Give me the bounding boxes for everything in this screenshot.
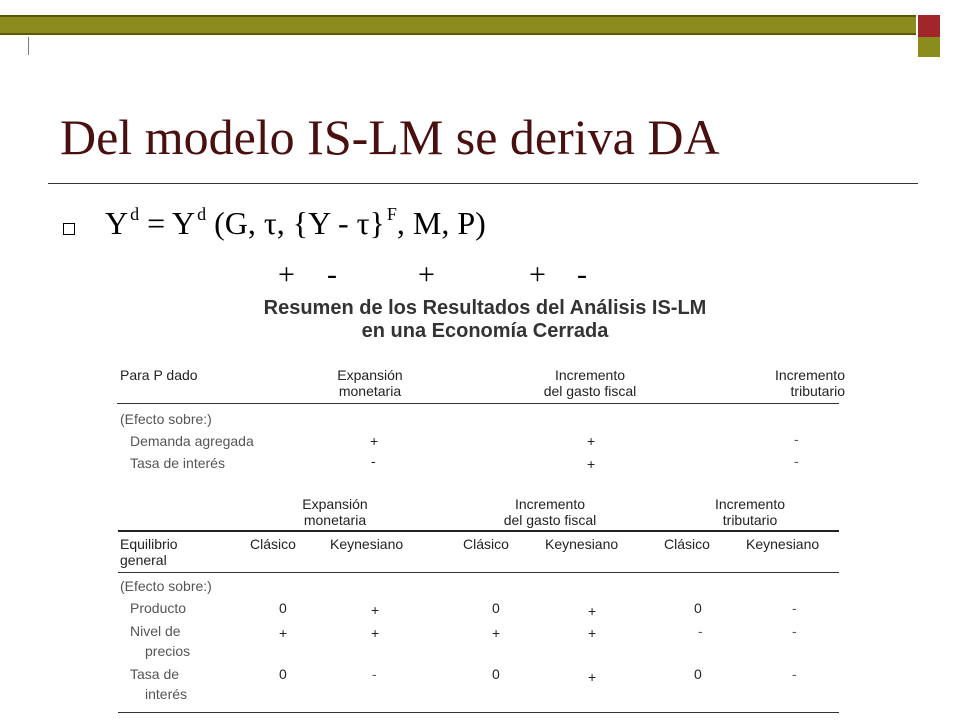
cell-value: 0 xyxy=(279,600,287,616)
col-header-gasto xyxy=(525,367,655,399)
table2-header-rule xyxy=(118,572,839,573)
slide-title: Del modelo IS-LM se deriva DA xyxy=(60,109,720,165)
cell-value: + xyxy=(587,433,596,449)
row-label-demanda: Demanda agregada xyxy=(130,433,254,449)
cell-value: - xyxy=(794,453,799,469)
cell-value: 0 xyxy=(492,666,500,682)
cell-value: + xyxy=(279,625,288,641)
subcol-keynesiano: Keynesiano xyxy=(746,536,820,552)
eq-sup-d: d xyxy=(130,204,140,224)
demand-equation xyxy=(105,204,486,242)
table-title-line2: en una Economía Cerrada xyxy=(361,320,609,342)
eq-y: Y xyxy=(105,205,129,241)
table2-top-rule xyxy=(118,530,839,532)
row-header-p-dado: Para P dado xyxy=(120,367,198,383)
col-header-line: Incremento xyxy=(554,367,626,383)
col-header-line: monetaria xyxy=(338,383,402,399)
group-header-line: Expansión xyxy=(302,496,368,512)
group-header-line: Incremento xyxy=(714,496,786,512)
eq-y2: Y xyxy=(171,205,196,241)
table-title-line1: Resumen de los Resultados del Análisis IS-LM xyxy=(263,297,707,319)
corner-square-olive xyxy=(918,37,940,57)
row-header-line: general xyxy=(120,552,167,568)
cell-value: + xyxy=(587,456,596,472)
subcol-clasico: Clásico xyxy=(250,536,296,552)
row-header-line: Equilibrio xyxy=(120,536,178,552)
group-header-expansion xyxy=(265,496,405,528)
cell-value: + xyxy=(370,433,379,449)
sign-m: + xyxy=(529,258,546,291)
sign-p: - xyxy=(577,258,587,291)
cell-value: - xyxy=(371,453,376,469)
title-divider xyxy=(48,183,918,184)
cell-value: - xyxy=(372,666,377,682)
subcol-keynesiano: Keynesiano xyxy=(545,536,619,552)
group-header-line: del gasto fiscal xyxy=(503,512,597,528)
bullet-square-icon xyxy=(63,223,75,235)
effect-label: (Efecto sobre:) xyxy=(120,578,212,594)
group-header-tributario xyxy=(685,496,815,528)
subcol-clasico: Clásico xyxy=(664,536,710,552)
eq-sup-d2: d xyxy=(197,204,207,224)
cell-value: - xyxy=(792,666,797,682)
cell-value: + xyxy=(588,603,597,619)
effect-label: (Efecto sobre:) xyxy=(120,411,212,427)
sign-disposable: + xyxy=(418,258,435,291)
corner-square-red xyxy=(918,15,940,37)
sign-tau: - xyxy=(327,258,337,291)
row-label-tasa: Tasa de interés xyxy=(130,455,225,471)
eq-sup-f: F xyxy=(386,204,397,224)
subcol-clasico: Clásico xyxy=(463,536,509,552)
cell-value: - xyxy=(794,431,799,447)
group-header-line: monetaria xyxy=(303,512,367,528)
subcol-keynesiano: Keynesiano xyxy=(330,536,404,552)
table2-bottom-rule xyxy=(118,712,839,713)
group-header-line: Incremento xyxy=(514,496,586,512)
col-header-line: Incremento xyxy=(774,367,845,383)
cell-value: + xyxy=(588,669,597,685)
cell-value: - xyxy=(698,623,703,639)
row-label-nivel: Nivel de xyxy=(130,623,181,639)
cell-value: 0 xyxy=(492,600,500,616)
cell-value: + xyxy=(492,625,501,641)
eq-equals: = xyxy=(147,205,166,241)
table1-header-rule xyxy=(117,403,839,404)
row-label-tasa-de: Tasa de xyxy=(130,666,180,682)
col-header-line: Expansión xyxy=(337,367,403,383)
row-label-producto: Producto xyxy=(130,600,187,616)
cell-value: + xyxy=(371,625,380,641)
group-header-gasto xyxy=(475,496,625,528)
col-header-line: del gasto fiscal xyxy=(543,383,637,399)
header-bar xyxy=(0,15,916,35)
cell-value: + xyxy=(588,625,597,641)
cell-value: - xyxy=(792,600,797,616)
col-header-expansion xyxy=(315,367,425,399)
header-bar-shadow xyxy=(28,37,917,55)
col-header-line: tributario xyxy=(790,383,845,399)
row-label-precios: precios xyxy=(145,643,191,659)
eq-args-close: , M, P) xyxy=(396,205,486,241)
col-header-tributario xyxy=(735,367,845,399)
row-label-interes: interés xyxy=(145,686,188,702)
cell-value: 0 xyxy=(694,666,702,682)
sign-g: + xyxy=(278,258,295,291)
group-header-line: tributario xyxy=(722,512,778,528)
cell-value: + xyxy=(371,602,380,618)
row-header-equilibrio xyxy=(120,536,178,568)
eq-args-open: (G, τ, {Y - τ} xyxy=(214,205,385,241)
cell-value: - xyxy=(792,623,797,639)
cell-value: 0 xyxy=(279,666,287,682)
cell-value: 0 xyxy=(694,600,702,616)
